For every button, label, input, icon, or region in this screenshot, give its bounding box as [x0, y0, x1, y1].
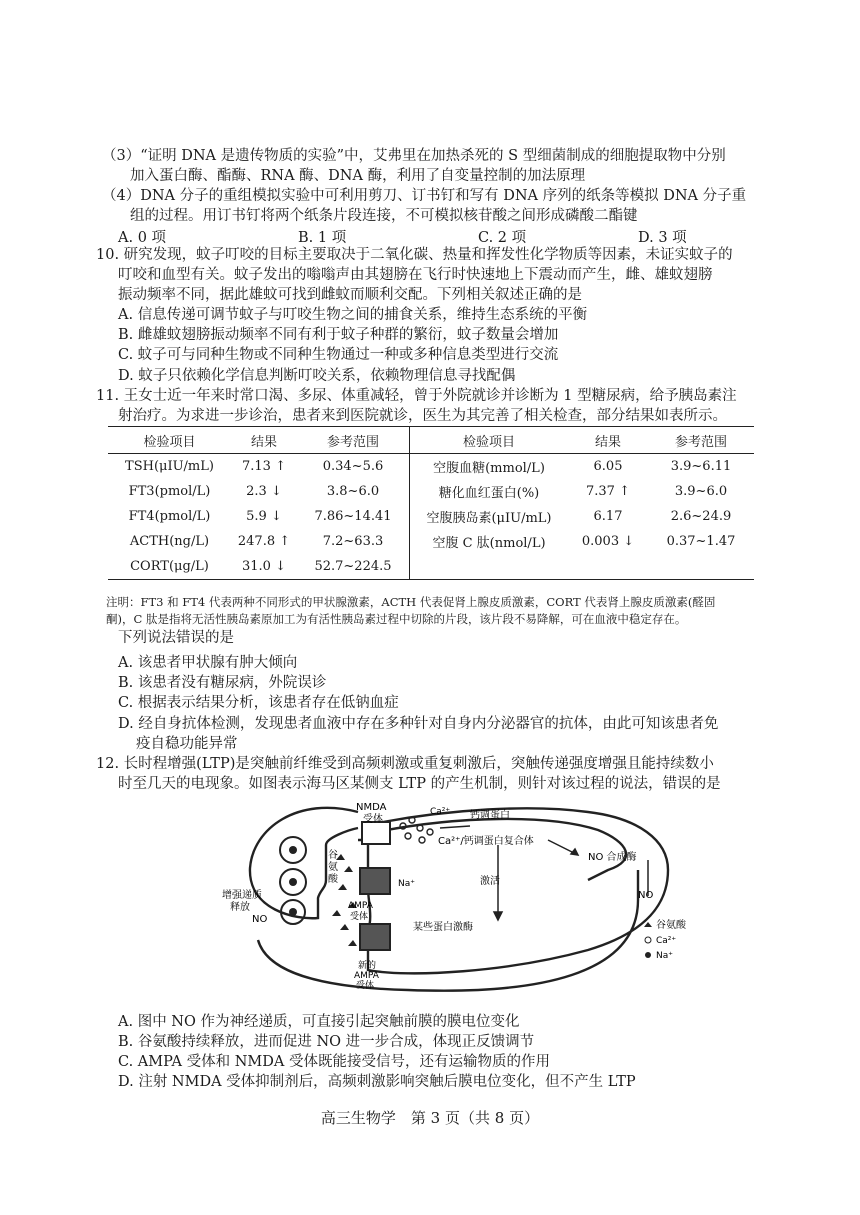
q12-option-a[interactable]: A. 图中 NO 作为神经递质，可直接引起突触前膜的膜电位变化 — [118, 1014, 520, 1030]
q10-stem-line2: 叮咬和血型有关。蚊子发出的嗡嗡声由其翅膀在飞行时快速地上下震动而产生，雌、雄蚊翅膀 — [118, 267, 713, 283]
table-cell: 5.9 ↓ — [246, 509, 282, 524]
lab-results-table — [108, 426, 754, 580]
q11-stem-line2: 射治疗。为求进一步诊治，患者来到医院就诊，医生为其完善了相关检查，部分结果如表所示。 — [118, 408, 727, 424]
table-cell: 247.8 ↑ — [237, 534, 291, 549]
table-row — [108, 454, 754, 480]
table-cell: 6.05 — [593, 459, 623, 474]
q9-option-b[interactable]: B. 1 项 — [298, 230, 347, 246]
label-glu-2: 氨 — [328, 862, 338, 873]
q9-item4-line2: 组的过程。用订书钉将两个纸条片段连接，不可模拟核苷酸之间形成磷酸二酯键 — [130, 208, 638, 224]
label-new: 新的 — [358, 961, 377, 971]
table-cell — [568, 554, 648, 580]
label-new-receptor: 受体 — [356, 981, 375, 991]
table-cell: 空腹胰岛素(μIU/mL) — [410, 504, 569, 529]
label-no-right: NO — [638, 890, 654, 901]
table-cell: 3.9~6.0 — [674, 484, 728, 499]
q11-option-d[interactable]: D. 经自身抗体检测，发现患者血液中存在多种针对自身内分泌器官的抗体，由此可知该患者免 — [118, 716, 719, 732]
legend-ca: Ca²⁺ — [656, 936, 677, 946]
q11-option-a[interactable]: A. 该患者甲状腺有肿大倾向 — [118, 655, 298, 671]
table-cell: 糖化血红蛋白(%) — [410, 479, 569, 504]
q12-stem-line1: 12. 长时程增强(LTP)是突触前纤维受到高频刺激或重复刺激后，突触传递强度增强且能持续数小 — [96, 756, 714, 772]
table-row — [108, 479, 754, 504]
q12-option-b[interactable]: B. 谷氨酸持续释放，进而促进 NO 进一步合成，体现正反馈调节 — [118, 1034, 535, 1050]
q9-option-d[interactable]: D. 3 项 — [638, 230, 687, 246]
table-row — [108, 554, 754, 580]
q10-option-a[interactable]: A. 信息传递可调节蚊子与叮咬生物之间的捕食关系，维持生态系统的平衡 — [118, 307, 588, 323]
q10-option-d[interactable]: D. 蚊子只依赖化学信息判断叮咬关系，依赖物理信息寻找配偶 — [118, 368, 516, 384]
label-new-ampa: AMPA — [354, 971, 379, 981]
q10-option-b[interactable]: B. 雌雄蚊翅膀振动频率不同有利于蚊子种群的繁衍，蚊子数量会增加 — [118, 327, 559, 343]
q9-item3-line1: （3）“证明 DNA 是遗传物质的实验”中，艾弗里在加热杀死的 S 型细菌制成的细胞提取物中分别 — [102, 148, 726, 164]
table-cell: 0.34~5.6 — [322, 459, 384, 474]
table-cell — [648, 554, 754, 580]
label-ampa: AMPA — [348, 901, 373, 911]
table-cell: 7.2~63.3 — [322, 534, 384, 549]
postsynaptic-membrane — [358, 808, 668, 973]
label-no-left: NO — [252, 914, 268, 925]
q12-option-c[interactable]: C. AMPA 受体和 NMDA 受体既能接受信号，还有运输物质的作用 — [118, 1054, 550, 1070]
q11-ask: 下列说法错误的是 — [118, 630, 234, 646]
q10-stem-line1: 10. 研究发现，蚊子叮咬的目标主要取决于二氧化碳、热量和挥发性化学物质等因素，未证实蚊子的 — [96, 247, 733, 263]
table-cell: 0.37~1.47 — [666, 534, 736, 549]
presynaptic-membrane — [250, 808, 358, 918]
legend-glu: 谷氨酸 — [656, 920, 686, 931]
col-header-result-2: 结果 — [568, 427, 648, 454]
q9-option-c[interactable]: C. 2 项 — [478, 230, 527, 246]
q10-stem-line3: 振动频率不同，据此雄蚊可找到雌蚊而顺利交配。下列相关叙述正确的是 — [118, 287, 582, 303]
table-cell: CORT(μg/L) — [108, 554, 231, 580]
nmda-receptor — [362, 822, 390, 844]
page-footer: 高三生物学 第 3 页（共 8 页） — [320, 1109, 540, 1127]
q9-option-a[interactable]: A. 0 项 — [118, 230, 167, 246]
label-nmda: NMDA — [356, 802, 387, 813]
table-cell: 7.13 ↑ — [242, 459, 286, 474]
q10-option-c[interactable]: C. 蚊子可与同种生物或不同种生物通过一种或多种信息类型进行交流 — [118, 347, 559, 363]
label-glu-1: 谷 — [328, 850, 338, 861]
table-row — [108, 504, 754, 529]
label-enhance-2: 释放 — [230, 902, 250, 913]
table-cell — [410, 554, 569, 580]
table-cell: FT4(pmol/L) — [128, 509, 211, 524]
q11-stem-line1: 11. 王女士近一年来时常口渴、多尿、体重减轻，曾于外院就诊并诊断为 1 型糖尿病，给予胰岛素注 — [96, 388, 737, 404]
label-na: Na⁺ — [398, 879, 415, 889]
table-cell: 6.17 — [593, 509, 623, 524]
new-ampa-receptor — [360, 924, 390, 950]
q9-item4-line1: （4）DNA 分子的重组模拟实验中可利用剪刀、订书钉和写有 DNA 序列的纸条等模拟 DNA 分子重 — [102, 188, 747, 204]
table-cell: 0.003 ↓ — [581, 534, 635, 549]
table-cell: 7.86~14.41 — [314, 509, 392, 524]
label-nos: NO 合成酶 — [588, 852, 637, 863]
q12-option-d[interactable]: D. 注射 NMDA 受体抑制剂后，高频刺激影响突触后膜电位变化，但不产生 LTP — [118, 1074, 636, 1090]
label-ca: Ca²⁺ — [430, 807, 451, 817]
col-header-result: 结果 — [231, 427, 297, 454]
q11-option-d-cont: 疫自稳功能异常 — [136, 736, 238, 752]
label-calmodulin: 钙调蛋白 — [470, 810, 510, 821]
table-cell: 空腹 C 肽(nmol/L) — [410, 529, 569, 554]
label-nmda-receptor: 受体 — [363, 814, 383, 825]
table-header-row — [108, 427, 754, 454]
col-header-item-2: 检验项目 — [410, 427, 569, 454]
table-row — [108, 529, 754, 554]
table-cell: 7.37 ↑ — [586, 484, 630, 499]
table-cell: 2.6~24.9 — [670, 509, 732, 524]
ltp-diagram — [208, 800, 688, 1000]
table-cell: 2.3 ↓ — [246, 484, 282, 499]
table-note-line1: 注明：FT3 和 FT4 代表两种不同形式的甲状腺激素，ACTH 代表促肾上腺皮质激素，CORT 代表肾上腺皮质激素(醛固 — [106, 595, 716, 609]
legend-na: Na⁺ — [656, 951, 673, 961]
table-note-line2: 酮)，C 肽是指将无活性胰岛素原加工为有活性胰岛素过程中切除的片段，该片段不易降解，可在血液中稳定存在。 — [106, 612, 687, 626]
q11-option-c[interactable]: C. 根据表示结果分析，该患者存在低钠血症 — [118, 695, 399, 711]
label-activate: 激活 — [480, 876, 500, 887]
q9-item3-line2: 加入蛋白酶、酯酶、RNA 酶、DNA 酶，利用了自变量控制的加法原理 — [130, 168, 586, 184]
label-enhance-1: 增强递质 — [222, 890, 262, 901]
table-cell: 3.9~6.11 — [670, 459, 732, 474]
diagram-legend — [644, 918, 687, 961]
table-cell: 31.0 ↓ — [231, 554, 297, 580]
label-kinase: 某些蛋白激酶 — [413, 922, 473, 933]
q11-option-b[interactable]: B. 该患者没有糖尿病，外院误诊 — [118, 675, 327, 691]
label-complex: Ca²⁺/钙调蛋白复合体 — [438, 836, 534, 847]
col-header-item: 检验项目 — [108, 427, 231, 454]
col-header-range-2: 参考范围 — [648, 427, 754, 454]
table-cell: FT3(pmol/L) — [128, 484, 211, 499]
table-cell: 空腹血糖(mmol/L) — [410, 454, 569, 480]
table-cell: 52.7~224.5 — [297, 554, 410, 580]
label-ampa-receptor: 受体 — [350, 912, 369, 922]
ampa-receptor — [360, 868, 390, 894]
table-cell: ACTH(ng/L) — [129, 534, 210, 549]
q12-stem-line2: 时至几天的电现象。如图表示海马区某侧支 LTP 的产生机制，则针对该过程的说法，错误的是 — [118, 776, 721, 792]
col-header-range: 参考范围 — [297, 427, 410, 454]
table-cell: TSH(μIU/mL) — [125, 459, 214, 474]
label-glu-3: 酸 — [328, 874, 338, 885]
table-cell: 3.8~6.0 — [326, 484, 380, 499]
